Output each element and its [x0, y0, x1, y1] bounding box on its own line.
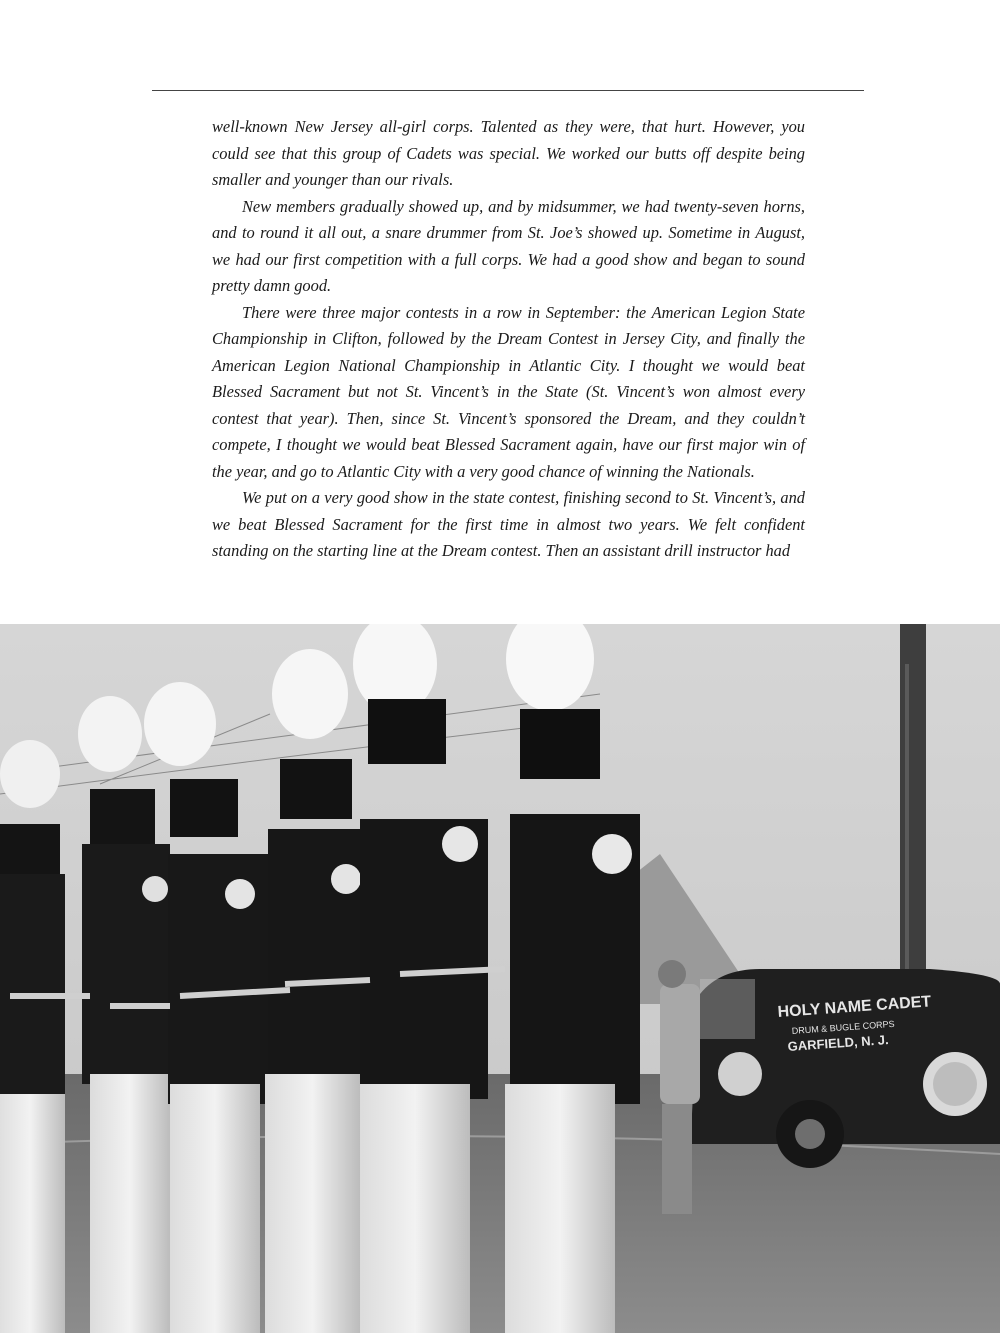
paragraph-3: There were three major contests in a row in September: the American Legion State Championship in Clifton, followed by the Dream Contest in Jersey City, and finally the American Legion National Championship in Atlantic City. I thought we would beat Blessed Sacrament but not St. Vincent’s in the State (St. Vincent’s won almost every contest that year). Then, since St. Vincent’s sponsored the Dream, and they couldn’t compete, I thought we would beat Blessed Sacrament again, have our first major win of the year, and go to Atlantic City with a very good chance of winning the Nationals. [212, 302, 805, 481]
corps-photograph [0, 624, 1000, 1333]
paragraph-1: well-known New Jersey all-girl corps. Talented as they were, that hurt. However, you could see that this group of Cadets was special. We worked our butts off despite being smaller and younger than our rivals. [212, 117, 805, 189]
body-text [212, 114, 805, 565]
header-rule [152, 90, 864, 91]
corps-truck [690, 969, 1000, 1168]
paragraph-2: New members gradually showed up, and by midsummer, we had twenty-seven horns, and to round it all out, a snare drummer from St. Joe’s showed up. Sometime in August, we had our first competition with a full corps. We had a good show and began to sound pretty damn good. [212, 196, 805, 295]
truck-lettering-line2: DRUM & BUGLE CORPS [791, 1018, 895, 1036]
cadet-1 [0, 740, 65, 1333]
paragraph-4: We put on a very good show in the state contest, finishing second to St. Vincent’s, and we beat Blessed Sacrament for the first time in almost two years. We felt confident standing on the starting line at the Dream contest. Then an assistant drill instructor had [212, 488, 805, 560]
photo-illustration [0, 624, 1000, 1333]
truck-lettering-line1: HOLY NAME CADET [777, 993, 932, 1021]
truck-lettering-line3: GARFIELD, N. J. [787, 1031, 890, 1054]
